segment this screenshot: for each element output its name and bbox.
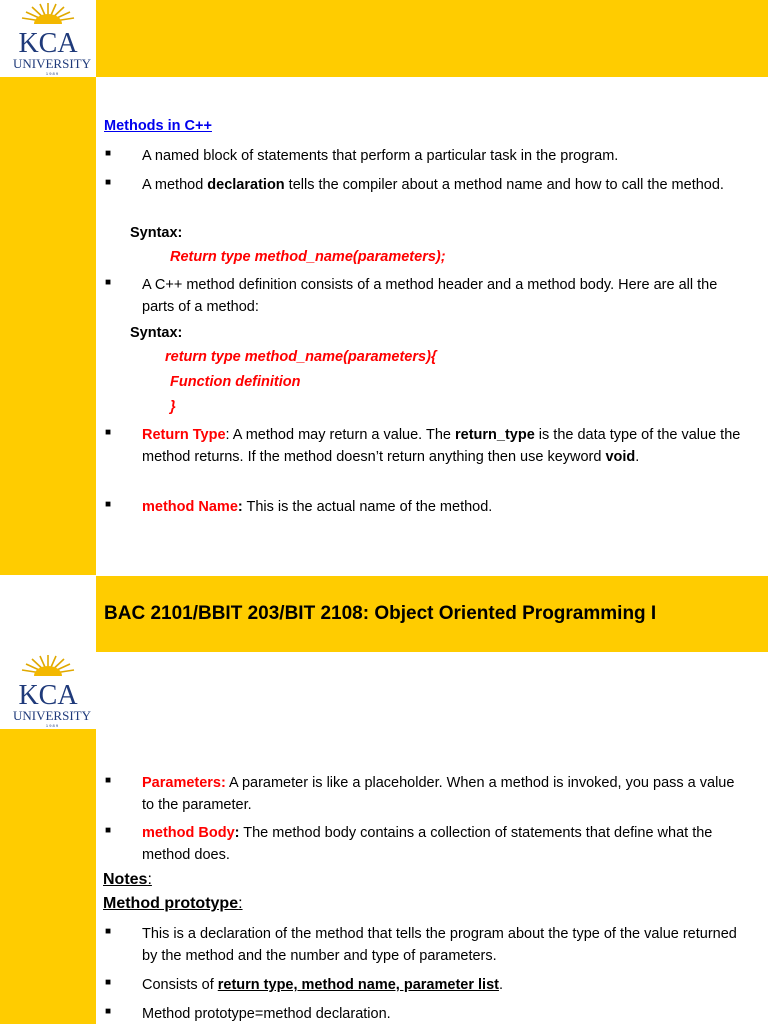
notes-heading: Notes: xyxy=(103,871,152,888)
svg-text:KCA: KCA xyxy=(18,680,78,711)
kca-logo xyxy=(0,652,96,729)
svg-text:KCA: KCA xyxy=(18,28,78,59)
logo-box xyxy=(0,652,96,729)
syntax-definition-line3: } xyxy=(170,399,176,415)
svg-text:1 9 8 9: 1 9 8 9 xyxy=(45,723,59,728)
bullet-declaration: A method declaration tells the compiler about a method name and how to call the method. xyxy=(142,177,724,193)
bullet-icon: ■ xyxy=(105,825,112,836)
course-title: BAC 2101/BBIT 203/BIT 2108: Object Oriented Programming I xyxy=(104,603,657,624)
bullet-return-type: Return Type: A method may return a value. The return_type is the data type of the value the method returns. If the method doesn’t return anything then use keyword void. xyxy=(142,427,741,465)
syntax-label: Syntax: xyxy=(130,225,183,241)
bullet-icon: ■ xyxy=(105,177,112,188)
syntax-label: Syntax: xyxy=(130,325,183,341)
bullet-parameters: Parameters: A parameter is like a placeholder. When a method is invoked, you pass a value to the parameter. xyxy=(142,775,735,813)
top-banner xyxy=(96,0,768,77)
left-sidebar xyxy=(0,729,96,1024)
bullet-prototype-equals: Method prototype=method declaration. xyxy=(142,1006,391,1022)
bullet-consists-of: Consists of return type, method name, parameter list. xyxy=(142,977,503,993)
bullet-icon: ■ xyxy=(105,926,112,937)
bullet-method-name: method Name: This is the actual name of the method. xyxy=(142,499,493,515)
logo-box xyxy=(0,0,96,77)
svg-text:UNIVERSITY: UNIVERSITY xyxy=(13,56,91,71)
bullet-icon: ■ xyxy=(105,499,112,510)
prototype-heading: Method prototype: xyxy=(103,895,243,912)
bullet-icon: ■ xyxy=(105,427,112,438)
bullet-definition: A C++ method definition consists of a method header and a method body. Here are all the parts of a method: xyxy=(142,277,718,315)
syntax-declaration: Return type method_name(parameters); xyxy=(170,249,446,265)
bullet-icon: ■ xyxy=(105,1006,112,1017)
syntax-definition-line1: return type method_name(parameters){ xyxy=(165,349,437,365)
bullet-named-block: A named block of statements that perform a particular task in the program. xyxy=(142,148,619,164)
bullet-method-body: method Body: The method body contains a collection of statements that define what the method does. xyxy=(142,825,713,863)
bullet-icon: ■ xyxy=(105,775,112,786)
left-sidebar xyxy=(0,77,96,575)
bullet-icon: ■ xyxy=(105,977,112,988)
kca-logo xyxy=(0,0,96,77)
slide-title-link[interactable]: Methods in C++ xyxy=(104,118,212,134)
svg-text:1 9 8 9: 1 9 8 9 xyxy=(45,71,59,76)
bullet-icon: ■ xyxy=(105,148,112,159)
svg-text:UNIVERSITY: UNIVERSITY xyxy=(13,708,91,723)
syntax-definition-line2: Function definition xyxy=(170,374,301,390)
bullet-icon: ■ xyxy=(105,277,112,288)
bullet-prototype-declaration: This is a declaration of the method that tells the program about the type of the value returned by the method and the number and type of parameters. xyxy=(142,926,737,964)
